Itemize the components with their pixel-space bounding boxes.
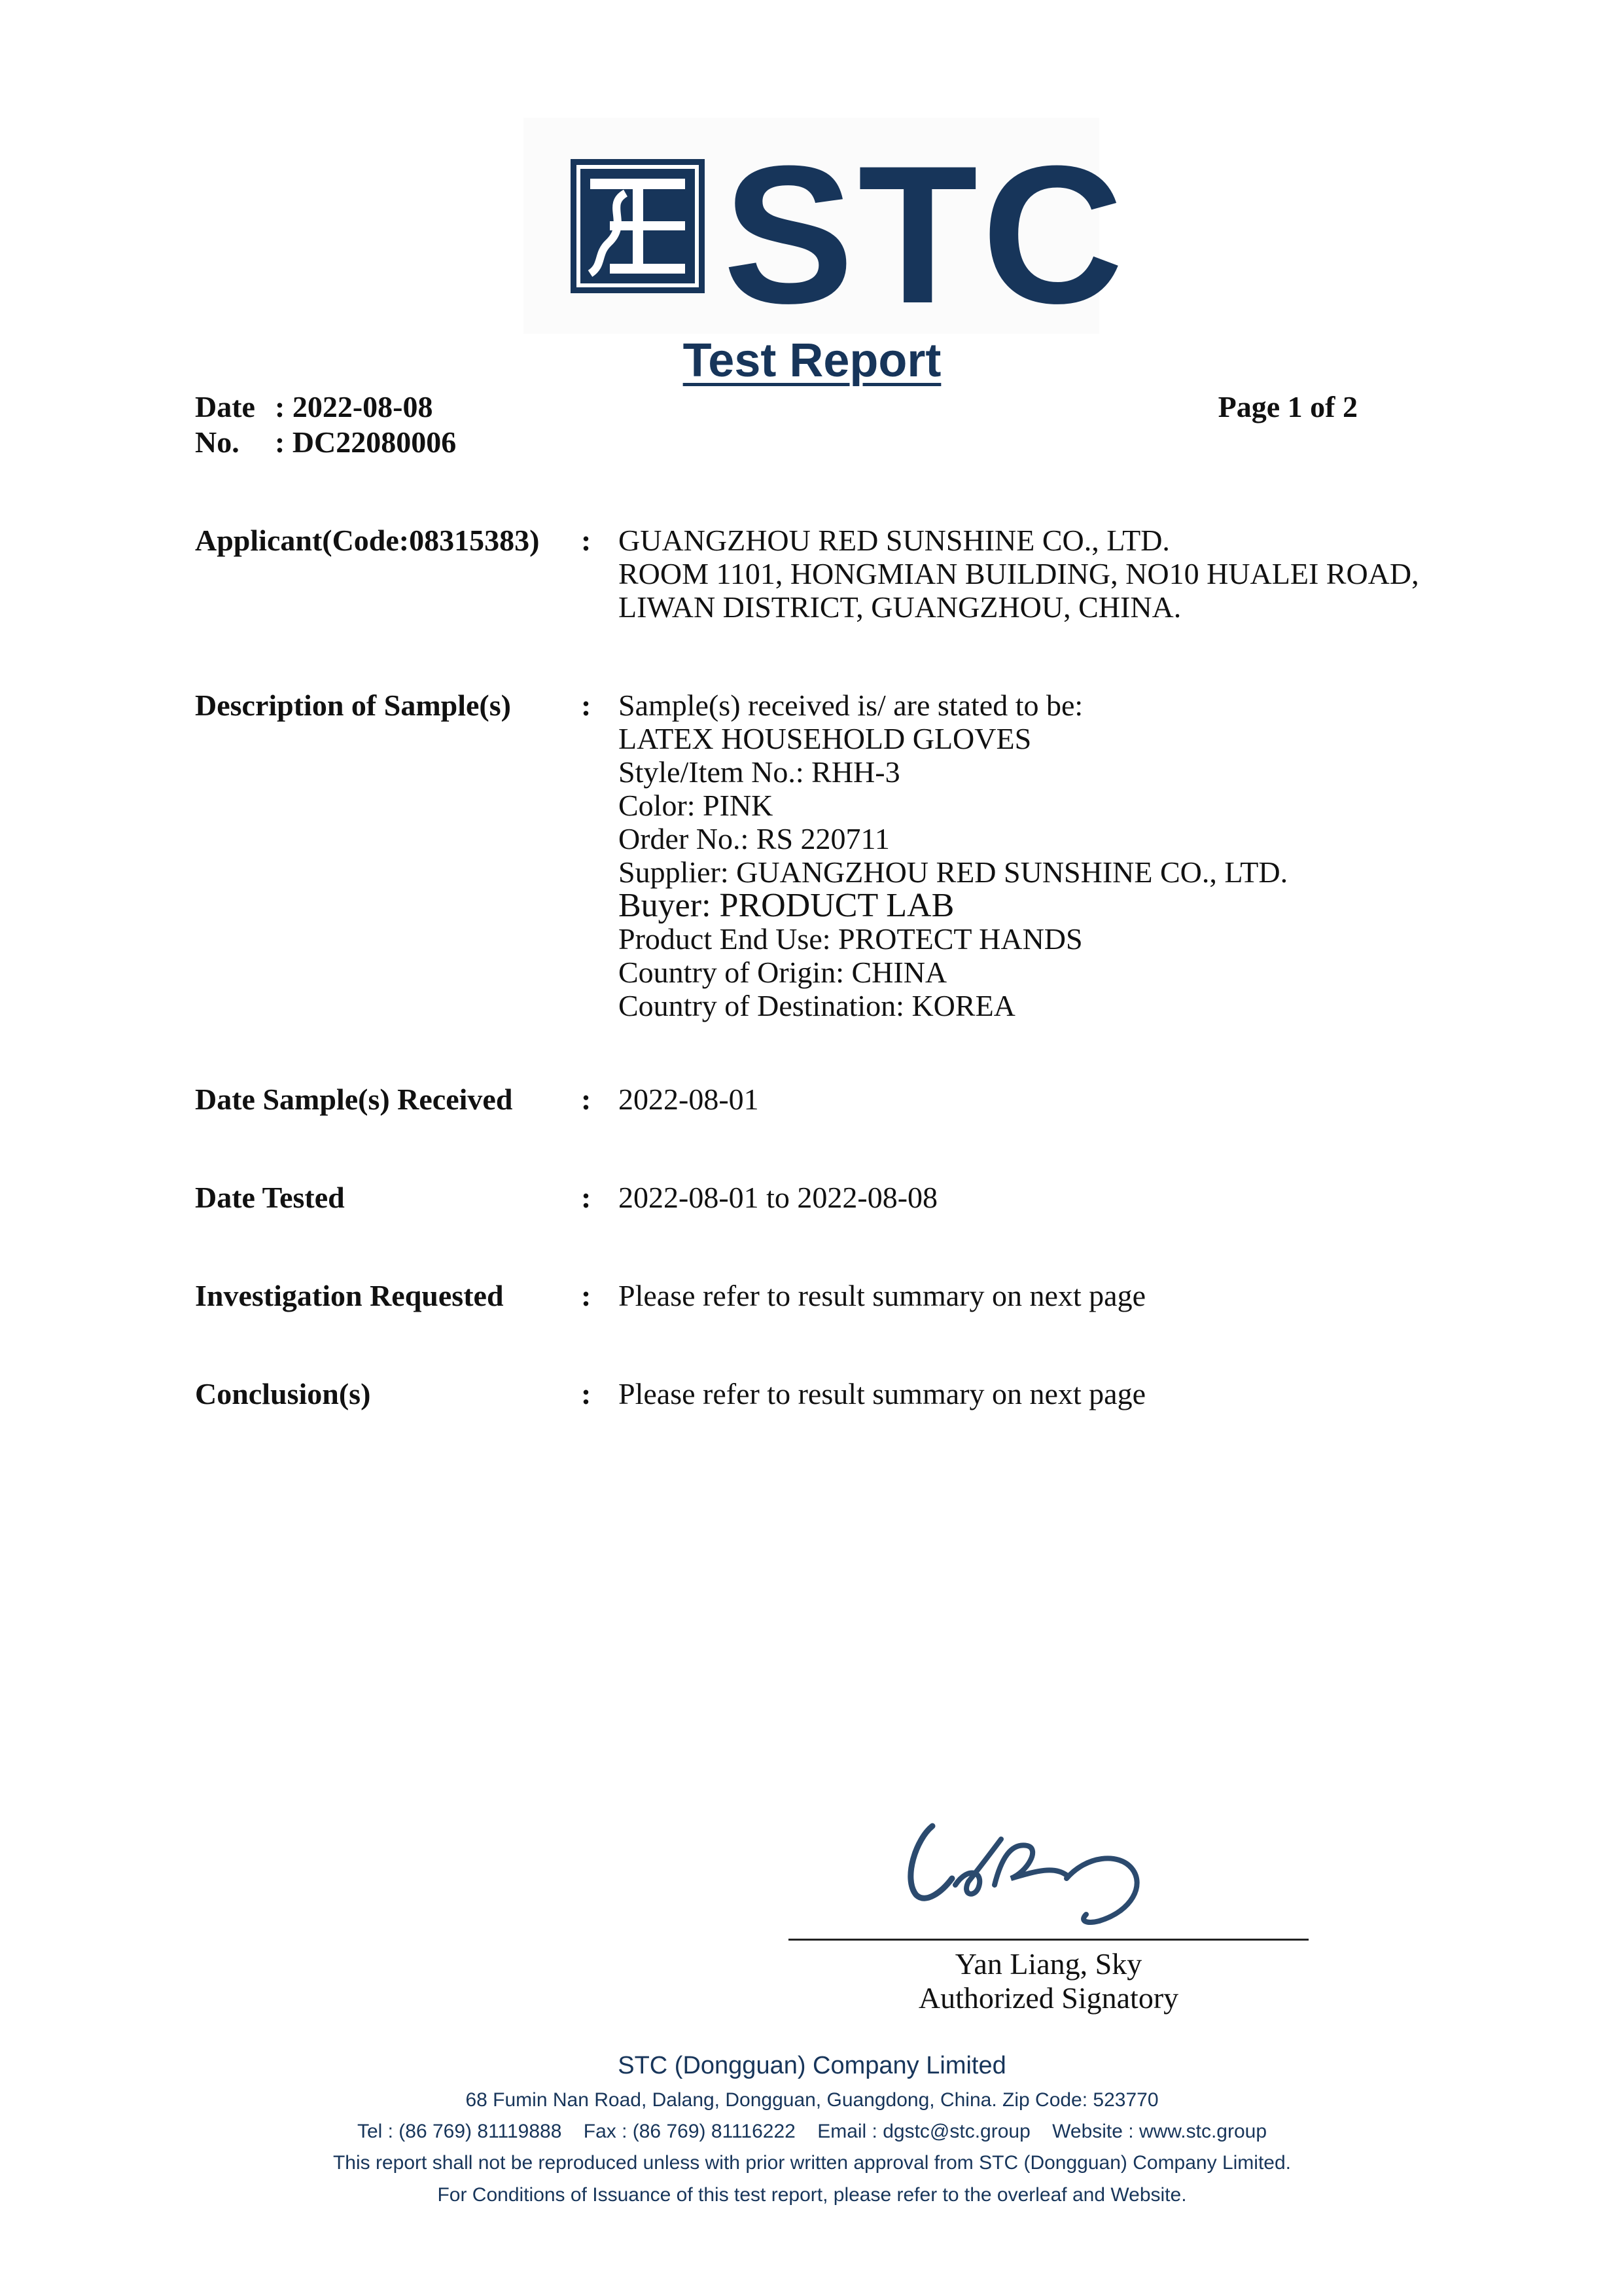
footer-contact: Tel : (86 769) 81119888 Fax : (86 769) 81116222 Email : dgstc@stc.group Website : www.stc.group [357, 2121, 1267, 2142]
applicant-label: Applicant(Code:08315383) [195, 524, 540, 557]
description-line: Country of Destination: KOREA [618, 989, 1015, 1022]
conclusion-label: Conclusion(s) [195, 1377, 371, 1410]
description-line: Supplier: GUANGZHOU RED SUNSHINE CO., LTD. [618, 855, 1288, 889]
conclusion-value: Please refer to result summary on next page [618, 1377, 1146, 1410]
description-line-buyer: Buyer: PRODUCT LAB [618, 887, 955, 924]
investigation-label: Investigation Requested [195, 1279, 504, 1312]
handwritten-signature [870, 1787, 1184, 1937]
applicant-value [618, 524, 1419, 624]
footer-notice: This report shall not be reproduced unless with prior written approval from STC (Dongguan) Company Limited. [332, 2152, 1291, 2174]
investigation-value: Please refer to result summary on next page [618, 1279, 1146, 1312]
date-received-colon: : [581, 1083, 591, 1116]
description-line: Order No.: RS 220711 [618, 822, 890, 855]
description-value [618, 689, 1288, 1022]
footer-address: 68 Fumin Nan Road, Dalang, Dongguan, Guangdong, China. Zip Code: 523770 [465, 2089, 1159, 2111]
conclusion-colon: : [581, 1377, 591, 1410]
signatory-title: Authorized Signatory [918, 1981, 1179, 2015]
investigation-colon: : [581, 1279, 591, 1312]
stc-emblem-icon [571, 159, 705, 296]
description-line: Style/Item No.: RHH-3 [618, 755, 900, 789]
date-tested-label: Date Tested [195, 1181, 345, 1214]
date-value: : 2022-08-08 [275, 390, 433, 423]
applicant-line: ROOM 1101, HONGMIAN BUILDING, NO10 HUALEI ROAD, [618, 557, 1419, 590]
footer-conditions: For Conditions of Issuance of this test report, please refer to the overleaf and Website. [437, 2184, 1187, 2206]
page-indicator: Page 1 of 2 [1218, 390, 1358, 423]
date-label: Date [195, 390, 255, 423]
applicant-colon: : [581, 524, 591, 557]
description-line: Sample(s) received is/ are stated to be: [618, 689, 1084, 722]
signature-line [788, 1939, 1309, 1941]
description-line: Product End Use: PROTECT HANDS [618, 922, 1083, 956]
description-line: Country of Origin: CHINA [618, 956, 947, 989]
description-label: Description of Sample(s) [195, 689, 511, 722]
signatory-name: Yan Liang, Sky [955, 1947, 1142, 1981]
date-received-value: 2022-08-01 [618, 1083, 759, 1116]
description-line: Color: PINK [618, 789, 773, 822]
report-title: Test Report [682, 334, 942, 387]
report-number-label: No. [195, 425, 239, 459]
date-tested-colon: : [581, 1181, 591, 1214]
footer-company: STC (Dongguan) Company Limited [618, 2052, 1006, 2079]
stc-logo-text: STC [723, 124, 1127, 344]
applicant-line: GUANGZHOU RED SUNSHINE CO., LTD. [618, 524, 1170, 557]
report-number-value: : DC22080006 [275, 425, 457, 459]
date-received-label: Date Sample(s) Received [195, 1083, 513, 1116]
date-tested-value: 2022-08-01 to 2022-08-08 [618, 1181, 938, 1214]
description-colon: : [581, 689, 591, 722]
description-line: LATEX HOUSEHOLD GLOVES [618, 722, 1032, 755]
applicant-line: LIWAN DISTRICT, GUANGZHOU, CHINA. [618, 590, 1182, 624]
